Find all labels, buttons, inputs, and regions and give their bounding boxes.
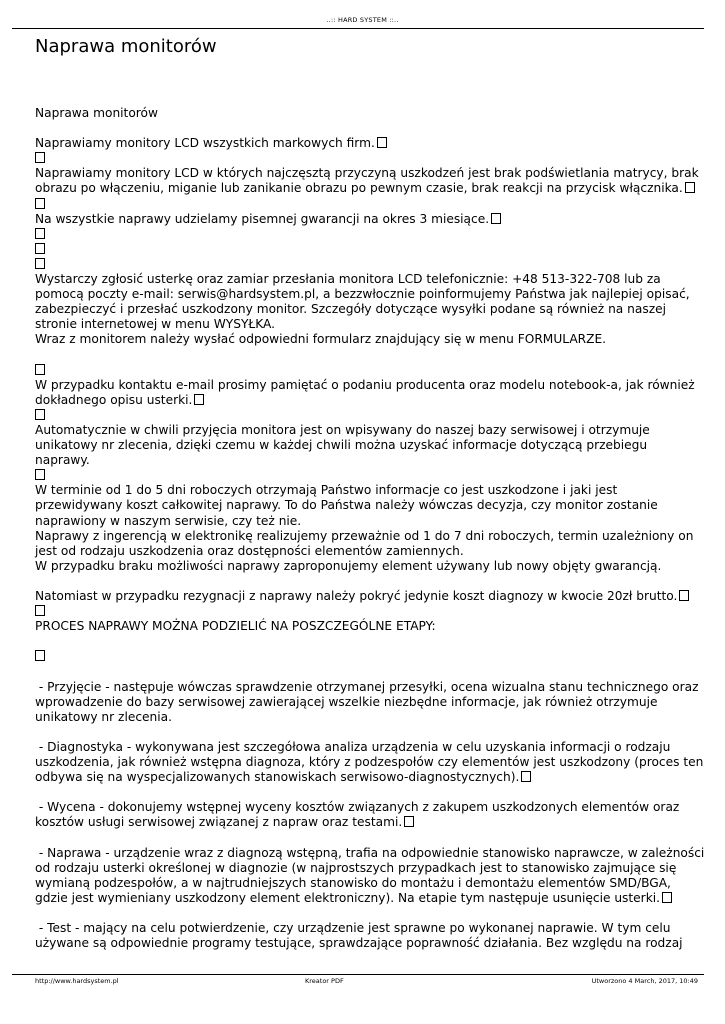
paragraph: Natomiast w przypadku rezygnacji z naprawy należy pokryć jedynie koszt diagnozy w kwocie 20zł brutto. — [35, 589, 705, 604]
article-body — [35, 106, 709, 951]
paragraph: Na wszystkie naprawy udzielamy pisemnej gwarancji na okres 3 miesiące. — [35, 212, 705, 227]
paragraph: Naprawiamy monitory LCD w których najczęsztą przyczyną uszkodzeń jest brak podświetlania matrycy, brak obrazu po włączeniu, miganie lub zanikanie obrazu po pewnym czasie, brak reakcji na przycisk włącznika. — [35, 166, 703, 196]
paragraph: Naprawiamy monitory LCD wszystkich markowych firm. — [35, 136, 705, 151]
paragraph: Automatycznie w chwili przyjęcia monitora jest on wpisywany do naszej bazy serwisowej i otrzymuje unikatowy nr zlecenia, dzięki czemu w każdej chwili można uzyskać informacje dotyczącą przebiegu naprawy. — [35, 422, 654, 468]
missing-glyph-box — [194, 394, 204, 405]
process-step: - Diagnostyka - wykonywana jest szczegółowa analiza urządzenia w celu uzyskania informacji o rodzaju uszkodzenia, jak również wstępna diagnoza, który z podzespołów czy elementów jest uszkodzony (proces ten odbywa się na wyspecjalizowanych stanowiskach serwisowo-diagnostycznych). — [35, 739, 708, 785]
footer-rule — [12, 974, 704, 975]
paragraph: Wraz z monitorem należy wysłać odpowiedni formularz znajdujący się w menu FORMULARZE. — [35, 332, 607, 347]
missing-glyph-box — [35, 152, 45, 163]
paragraph: W przypadku braku możliwości naprawy zaproponujemy element używany lub nowy objęty gwarancją. — [35, 558, 662, 573]
site-header-label: ..:: HARD SYSTEM ::.. — [326, 16, 399, 24]
section-heading: PROCES NAPRAWY MOŻNA PODZIELIĆ NA POSZCZEGÓLNE ETAPY: — [35, 619, 436, 634]
missing-glyph-box — [685, 182, 695, 193]
paragraph: Naprawy z ingerencją w elektronikę realizujemy przeważnie od 1 do 7 dni roboczych, termin uzależniony on jest od rodzaju uszkodzenia oraz dostępności elementów zamiennych. — [35, 528, 698, 558]
missing-glyph-box — [35, 228, 45, 239]
process-step: - Test - mający na celu potwierdzenie, czy urządzenie jest sprawne po wykonanej naprawie. W tym celu używane są odpowiednie programy testujące, sprawdzające poprawność działania. Bez względu na rodzaj — [35, 921, 683, 951]
missing-glyph-box — [35, 198, 45, 209]
process-step: - Naprawa - urządzenie wraz z diagnozą wstępną, trafia na odpowiednie stanowisko naprawcze, w zależności od rodzaju usterki określonej w diagnozie (w najprostszych przypadkach jest to stanowisko zajmujące się wymianą podzespołów, a w najtrudniejszych stanowisko do montażu i demontażu elementów SMD/BGA, gdzie jest wymieniany uszkodzony element elektroniczny). Na etapie tym następuje usunięcie usterki. — [35, 845, 709, 905]
body-heading: Naprawa monitorów — [35, 106, 158, 120]
process-step: - Przyjęcie - następuje wówczas sprawdzenie otrzymanej przesyłki, ocena wizualna stanu technicznego oraz wprowadzenie do bazy serwisowej zawierającej wszelkie niezbędne informacje, jak również otrzymuje unikatowy nr zlecenia. — [35, 679, 703, 724]
footer-url: http://www.hardsystem.pl — [35, 977, 119, 985]
missing-glyph-box — [679, 590, 689, 601]
missing-glyph-box — [35, 605, 45, 616]
paragraph: W terminie od 1 do 5 dni roboczych otrzymają Państwo informacje co jest uszkodzone i jaki jest przewidywany koszt całkowitej naprawy. To do Państwa należy wówczas decyzja, czy monitor zostanie naprawiony w naszym serwisie, czy też nie. — [35, 483, 662, 528]
missing-glyph-box — [35, 409, 45, 420]
missing-glyph-box — [35, 243, 45, 254]
missing-glyph-box — [35, 469, 45, 480]
missing-glyph-box — [404, 816, 414, 827]
missing-glyph-box — [377, 137, 387, 148]
missing-glyph-box — [35, 258, 45, 269]
missing-glyph-box — [35, 364, 45, 375]
paragraph: Wystarczy zgłosić usterkę oraz zamiar przesłania monitora LCD telefonicznie: +48 513-322-708 lub za pomocą poczty e-mail: serwis@hardsystem.pl, a bezzwłocznie poinformujemy Państwa jak najlepiej opisać, zabezpieczyć i przesłać uszkodzony monitor. Szczegóły dotyczące wysyłki podane są również na naszej stronie internetowej w menu WYSYŁKA. — [35, 272, 694, 332]
footer-created-date: Utworzono 4 March, 2017, 10:49 — [591, 977, 698, 985]
process-step: - Wycena - dokonujemy wstępnej wyceny kosztów związanych z zakupem uszkodzonych elementów oraz kosztów usługi serwisowej związanej z napraw oraz testami. — [35, 800, 684, 830]
missing-glyph-box — [662, 892, 672, 903]
paragraph: W przypadku kontaktu e-mail prosimy pamiętać o podaniu producenta oraz modelu notebook-a, jak również dokładnego opisu usterki. — [35, 377, 699, 407]
missing-glyph-box — [521, 771, 531, 782]
missing-glyph-box — [35, 650, 45, 661]
header-rule — [12, 28, 704, 29]
page-title: Naprawa monitorów — [35, 36, 217, 57]
missing-glyph-box — [491, 213, 501, 224]
footer-generator: Kreator PDF — [305, 977, 344, 985]
